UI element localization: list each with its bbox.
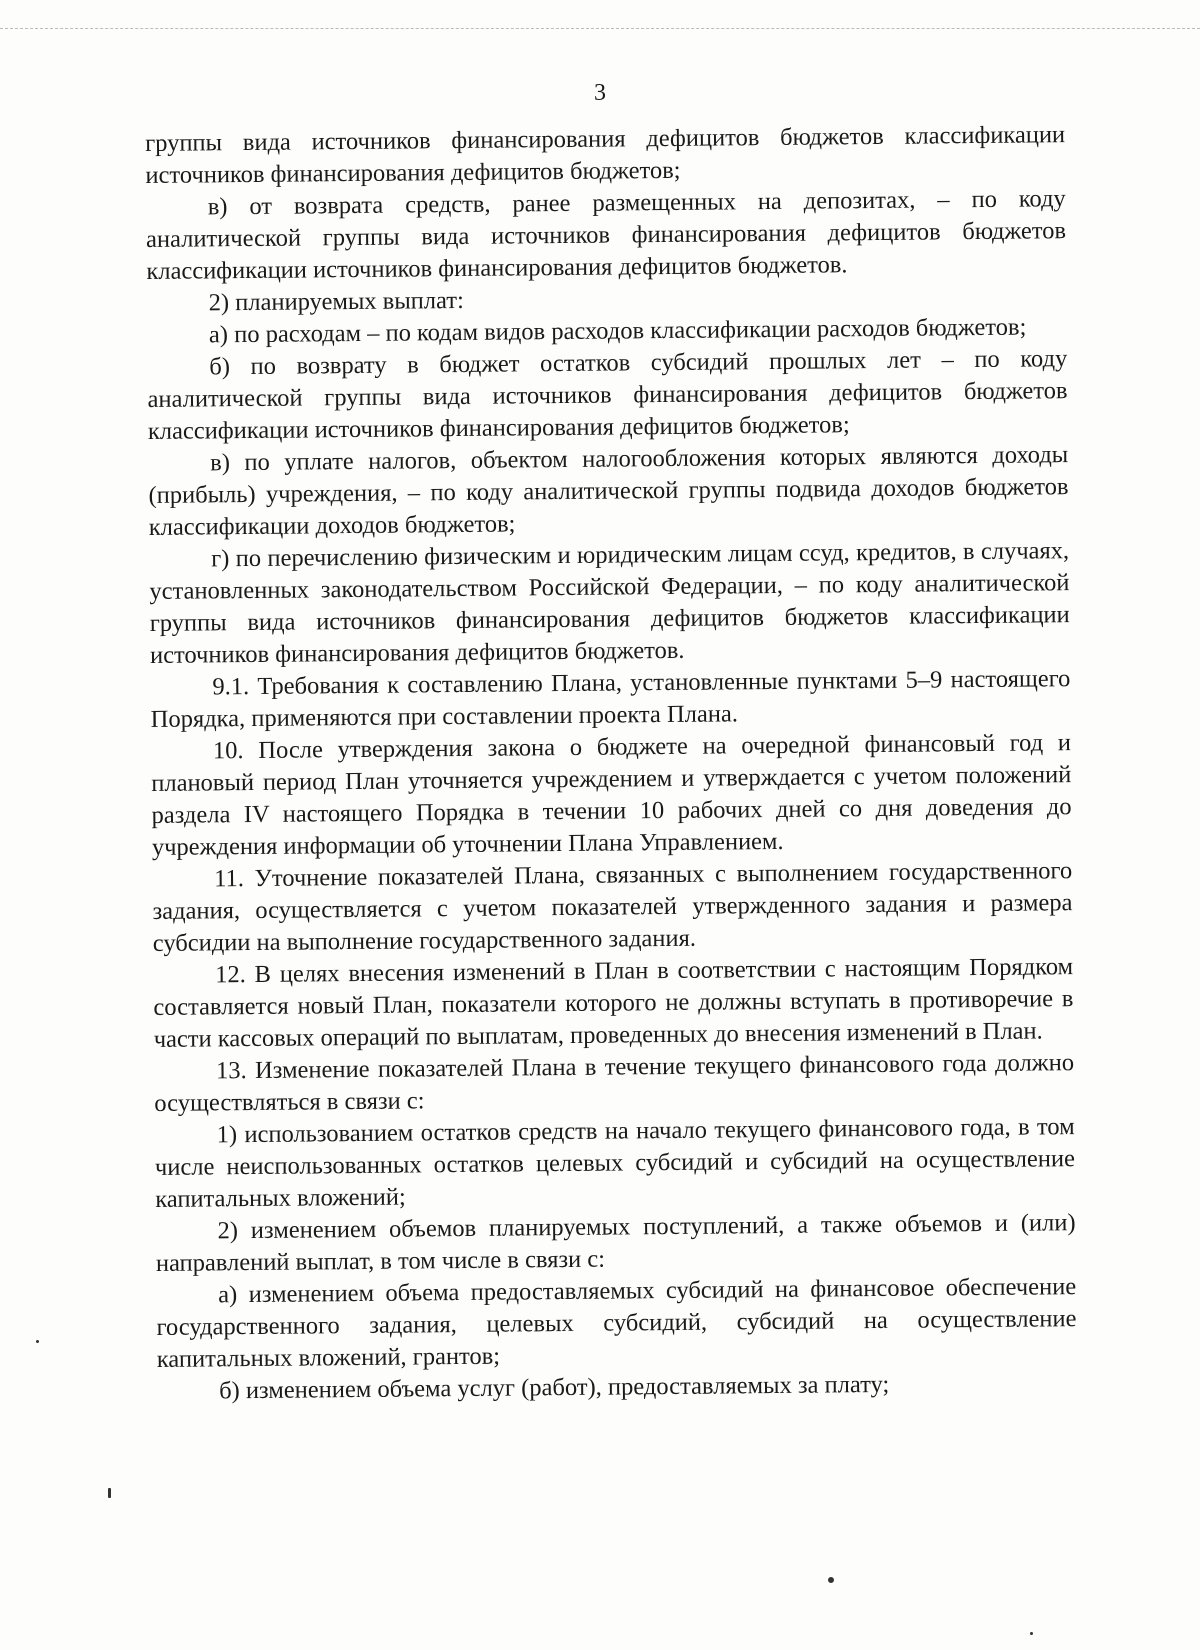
paragraph: 2) планируемых выплат: xyxy=(208,286,464,317)
paragraph: в) по уплате налогов, объектом налогообложения которых являются доходы (прибыль) учреждения, – по коду аналитической группы подвида доходов бюджетов классификации доходов бюджетов; xyxy=(148,441,1069,541)
paragraph: 12. В целях внесения изменений в План в соответствии с настоящим Порядком составляется новый План, показатели которого не должны вступать в противоречие в части кассовых операций по выплатам, проведенных до внесения изменений в План. xyxy=(153,953,1074,1053)
document-body xyxy=(145,119,1077,1408)
paragraph: 11. Уточнение показателей Плана, связанных с выполнением государственного задания, осуществляется с учетом показателей утвержденного задания и размера субсидии на выполнение государственного задания. xyxy=(152,857,1073,957)
paragraph: 9.1. Требования к составлению Плана, установленные пунктами 5–9 настоящего Порядка, применяются при составлении проекта Плана. xyxy=(150,665,1071,733)
page-number: 3 xyxy=(594,80,606,106)
paragraph: б) изменением объема услуг (работ), предоставляемых за плату; xyxy=(218,1370,890,1405)
paragraph: г) по перечислению физическим и юридическим лицам ссуд, кредитов, в случаях, установленных законодательством Российской Федерации, – по коду аналитической группы вида источников финансирования дефицитов бюджетов классификации источников финансирования дефицитов бюджетов. xyxy=(149,537,1070,669)
paragraph: в) от возврата средств, ранее размещенных на депозитах, – по коду аналитической группы вида источников финансирования дефицитов бюджетов классификации источников финансирования дефицитов бюджетов. xyxy=(145,185,1067,285)
paragraph: группы вида источников финансирования дефицитов бюджетов классификации источников финансирования дефицитов бюджетов; xyxy=(145,121,1066,189)
paragraph: 13. Изменение показателей Плана в течение текущего финансового года должно осуществляться в связи с: xyxy=(154,1049,1075,1117)
paragraph: б) по возврату в бюджет остатков субсидий прошлых лет – по коду аналитической группы вида источников финансирования дефицитов бюджетов классификации источников финансирования дефицитов бюджетов; xyxy=(147,345,1068,445)
scan-speck xyxy=(36,1340,39,1343)
top-scan-edge xyxy=(0,28,1200,29)
paragraph: а) изменением объема предоставляемых субсидий на финансовое обеспечение государственного задания, целевых субсидий, субсидий на осуществление капитальных вложений, грантов; xyxy=(156,1273,1077,1373)
scan-speck xyxy=(1030,1632,1033,1635)
paragraph: а) по расходам – по кодам видов расходов классификации расходов бюджетов; xyxy=(208,313,1027,349)
scan-speck xyxy=(108,1488,111,1498)
paragraph: 2) изменением объемов планируемых поступлений, а также объемов и (или) направлений выплат, в том числе в связи с: xyxy=(155,1209,1076,1277)
scan-speck xyxy=(828,1577,834,1583)
paragraph: 1) использованием остатков средств на начало текущего финансового года, в том числе неиспользованных остатков целевых субсидий и субсидий на осуществление капитальных вложений; xyxy=(154,1113,1076,1213)
paragraph: 10. После утверждения закона о бюджете на очередной финансовый год и плановый период План уточняется учреждением и утверждается с учетом положений раздела IV настоящего Порядка в течении 10 рабочих дней со дня доведения до учреждения информации об уточнении Плана Управлением. xyxy=(151,729,1072,861)
